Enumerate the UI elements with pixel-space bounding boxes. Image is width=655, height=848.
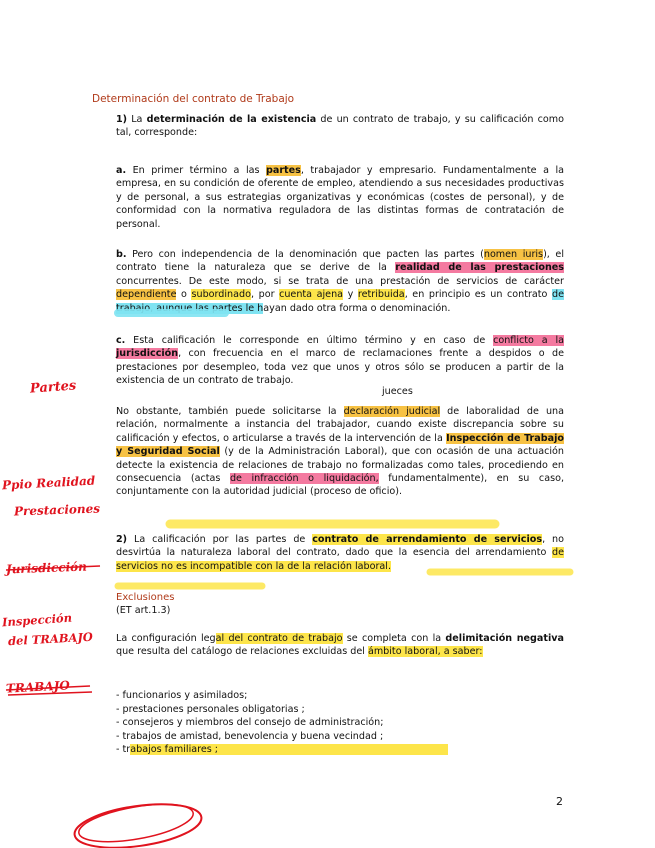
highlight-de-servicios: de servicios n <box>116 547 564 572</box>
exclusiones-title: Exclusiones <box>116 592 175 603</box>
highlight-dependiente: dependiente <box>116 289 177 301</box>
highlight-arrendamiento: contrato de arrendamiento de servicios <box>312 534 543 545</box>
handwritten-inspeccion-2: del TRABAJO <box>7 629 94 649</box>
highlight-infraccion: de infracción o liquidación, <box>229 473 379 485</box>
config-text-2: se completa con la <box>342 633 446 644</box>
para-a-text-2: , trabajador y empresario. Fundamentalmente a la empresa, en su condición de oferente de empleo, atendiendo a sus necesidades productivas y de personal, a sus estrategias organizativas y económicas (costes de personal), y de conformidad con la normativa reguladora de las distintas formas de contratación de personal. <box>116 165 564 230</box>
para-b-text-7: , en principio es un contrato <box>404 289 552 301</box>
para-2-text-1: La calificación por las partes de <box>127 534 313 545</box>
para-2-text-2: , no desvirtúa la naturaleza laboral del contrato, dado que la esencia del arrendamiento <box>116 534 564 559</box>
highlight-retribuida: retribuida <box>357 289 405 301</box>
highlight-declaracion-judicial: declaración judicial <box>343 406 441 417</box>
paragraph-intro <box>116 113 564 140</box>
config-text-1: La configuración leg <box>116 633 216 644</box>
no-obstante-text-2: de laboralidad de una relación, normalmente a instancia del trabajador, cuando existe discrepancia sobre su calificación y efectos, o articularse a través de la intervención de la <box>116 406 564 444</box>
config-bold: delimitación negativa <box>445 633 564 644</box>
highlight-contrato-trabajo: al del contrato de trabajo <box>215 633 343 644</box>
para-a-label: a. <box>116 165 127 176</box>
list-item-last-text: - tr <box>116 744 131 756</box>
paragraph-c <box>116 334 564 388</box>
highlight-subordinado: subordinado <box>191 289 251 301</box>
highlight-ambito-laboral: ámbito laboral, a saber: <box>367 646 483 658</box>
paragraph-a <box>116 164 564 231</box>
handwritten-trabajo: TRABAJO <box>5 678 71 696</box>
exclusion-list <box>116 689 448 757</box>
para-a-text-1: En primer término a las <box>126 165 266 176</box>
list-item: - consejeros y miembros del consejo de administración; <box>116 717 384 729</box>
intro-text-1: La <box>127 114 147 125</box>
paragraph-b <box>116 248 564 315</box>
para-2-text-3: o es incompatible con la de la relación laboral. <box>167 560 392 572</box>
handwritten-realidad-2: Prestaciones <box>13 501 101 519</box>
para-b-text-2: ), el contrato tiene la naturaleza que se derive de la <box>116 249 564 274</box>
highlight-inspeccion: Inspección de Trabajo y Seguridad Social <box>116 432 564 458</box>
para-b-text-8: ayan dado otra forma o denominación. <box>263 302 451 314</box>
handwritten-realidad-1: Ppio Realidad <box>1 473 96 493</box>
highlight-conflicto: conflicto a la <box>493 335 564 346</box>
handwritten-note-jueces: jueces <box>382 386 413 397</box>
list-item <box>116 743 448 757</box>
section-heading: Determinación del contrato de Trabajo <box>92 93 295 105</box>
list-item: - funcionarios y asimilados; <box>116 690 248 701</box>
para-b-text-3: concurrentes. De este modo, si se trata de una prestación de servicios de carácter <box>116 275 564 287</box>
para-b-label: b. <box>116 249 127 260</box>
para-2-number: 2) <box>116 534 128 545</box>
highlight-partes: partes <box>265 165 301 176</box>
para-b-text-5: , por <box>250 289 280 301</box>
highlight-trabajos-familiares: abajos familiares ; <box>130 744 448 755</box>
highlight-de-trabajo: de trabajo, aunque las partes le h <box>116 289 564 314</box>
no-obstante-text-3: (y de la Administración Laboral), que con ocasión de una actuación detecte la existencia de relaciones de trabajo no formalizadas como tales, procediendo en consecuencia (actas <box>116 446 564 485</box>
handwritten-inspeccion-1: Inspección <box>1 610 73 630</box>
paragraph-2 <box>116 533 564 573</box>
red-circle-scribble <box>72 797 204 848</box>
para-c-text-1: Esta calificación le corresponde en último término y en caso de <box>125 335 494 346</box>
handwritten-jurisdiccion: Jurisdicción <box>5 559 88 577</box>
paragraph-configuracion <box>116 632 564 659</box>
paragraph-no-obstante <box>116 405 564 499</box>
exclusiones-ref: (ET art.1.3) <box>116 605 171 616</box>
para-b-text-1: Pero con independencia de la denominación que pacten las partes ( <box>126 249 484 260</box>
para-b-text-4: o <box>176 289 192 301</box>
red-circle-scribble <box>76 797 196 848</box>
intro-bold: determinación de la existencia <box>146 114 317 125</box>
para-c-text-2: , con frecuencia en el marco de reclamaciones frente a despidos o de prestaciones por desempleo, toda vez que unos y otros sólo se producen a partir de la existencia de un contrato de trabajo. <box>116 348 564 387</box>
para-c-label: c. <box>116 335 126 346</box>
list-item: - prestaciones personales obligatorias ; <box>116 703 305 715</box>
intro-text-2: de un contrato de trabajo, y su calificación como tal, corresponde: <box>116 114 565 139</box>
highlight-cuenta-ajena: cuenta ajena <box>279 289 344 301</box>
intro-number: 1) <box>116 114 128 125</box>
highlight-jurisdiccion: jurisdicción <box>116 348 179 360</box>
highlight-realidad: realidad de las prestaciones <box>395 262 565 274</box>
handwritten-partes: Partes <box>29 378 77 397</box>
no-obstante-text-1: No obstante, también puede solicitarse la <box>116 406 344 417</box>
para-b-text-6: y <box>343 289 358 301</box>
no-obstante-text-4: fundamentalmente), en su caso, conjuntamente con la autoridad judicial (proceso de oficio). <box>116 473 564 498</box>
page-number: 2 <box>556 795 563 808</box>
highlight-nomen-iuris: nomen iuris <box>483 249 544 260</box>
config-text-3: que resulta del catálogo de relaciones excluidas del <box>116 646 368 658</box>
list-item: - trabajos de amistad, benevolencia y buena vecindad ; <box>116 730 384 742</box>
